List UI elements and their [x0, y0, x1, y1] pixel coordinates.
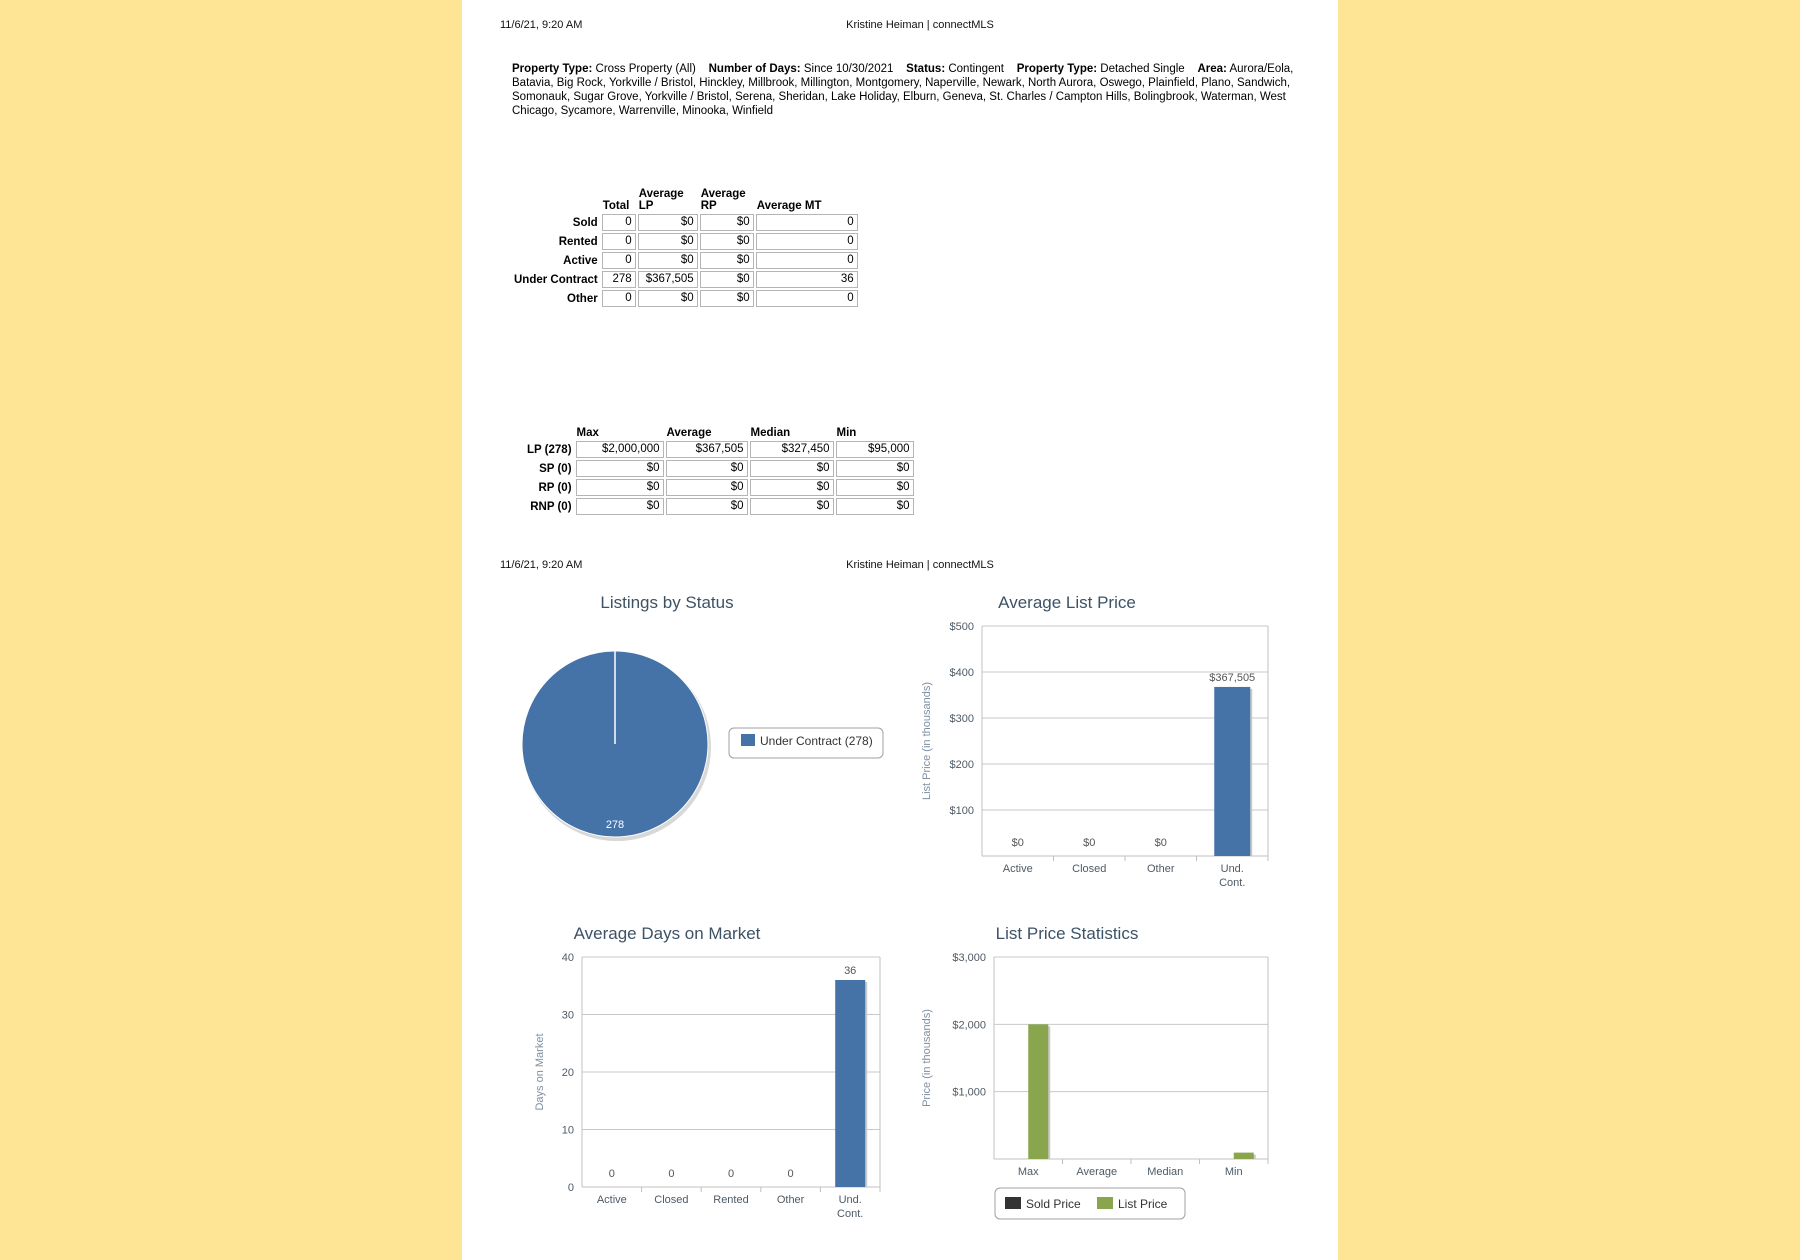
y-tick-label: $400	[949, 667, 974, 679]
cell: $367,505	[638, 271, 698, 288]
x-tick-label: Active	[596, 1194, 627, 1206]
row-label: SP (0)	[539, 462, 572, 475]
col-header: Average MT	[756, 200, 822, 212]
cell: $0	[576, 460, 664, 477]
bar-data-label: 0	[668, 1168, 675, 1180]
cell: 0	[756, 290, 858, 307]
x-tick-label: Und.	[838, 1194, 862, 1206]
y-tick-label: 40	[561, 952, 574, 964]
cell: $0	[638, 233, 698, 250]
cell: $0	[700, 233, 754, 250]
cell: $0	[700, 214, 754, 231]
cell: $0	[638, 252, 698, 269]
criteria-value: Since 10/30/2021	[803, 63, 894, 75]
cell: 0	[756, 252, 858, 269]
cell: $0	[700, 290, 754, 307]
y-axis-label: List Price (in thousands)	[921, 682, 933, 800]
legend-label: Under Contract (278)	[760, 734, 873, 748]
y-tick-label: $2,000	[952, 1019, 986, 1032]
y-tick-label: 0	[567, 1182, 574, 1194]
cell: $0	[576, 479, 664, 496]
y-axis-label: Price (in thousands)	[921, 1009, 933, 1107]
legend-swatch	[1005, 1197, 1021, 1209]
cell: 0	[602, 290, 636, 307]
cell: 0	[602, 214, 636, 231]
row-label: Sold	[572, 216, 598, 229]
y-tick-label: $500	[949, 621, 974, 633]
cell: 0	[756, 233, 858, 250]
legend-swatch	[741, 734, 755, 746]
x-tick-label: Und.	[1220, 863, 1244, 875]
y-tick-label: $100	[949, 805, 974, 817]
criteria-label: Status:	[906, 63, 946, 75]
bar-data-label: $0	[1083, 837, 1096, 849]
bar-data-label: 0	[727, 1168, 735, 1180]
bar	[835, 980, 865, 1187]
criteria-value: Contingent	[948, 63, 1004, 75]
criteria-label: Property Type:	[1016, 63, 1098, 75]
y-axis-label: Days on Market	[534, 1033, 546, 1111]
x-tick-label: Other	[1146, 863, 1175, 875]
cell: $0	[836, 479, 914, 496]
cell: $0	[666, 479, 748, 496]
criteria-value: Cross Property (All)	[595, 63, 696, 75]
criteria-label: Number of Days:	[708, 63, 801, 75]
x-tick-label: Other	[776, 1194, 805, 1206]
y-tick-label: 10	[561, 1124, 574, 1137]
row-label: Active	[563, 254, 598, 267]
y-tick-label: 30	[561, 1009, 574, 1022]
col-header: Total	[602, 200, 630, 212]
col-header: Average	[666, 427, 712, 439]
y-tick-label: 20	[561, 1067, 574, 1079]
header-datetime: 11/6/21, 9:20 AM	[500, 19, 583, 31]
y-tick-label: $300	[949, 713, 974, 725]
x-tick-label: Closed	[654, 1194, 689, 1206]
x-tick-label: Cont.	[837, 1208, 864, 1220]
cell: $95,000	[836, 441, 914, 458]
charts-canvas	[462, 0, 1338, 1260]
col-header: Min	[836, 427, 857, 439]
x-tick-label: Rented	[713, 1194, 749, 1206]
criteria-label: Property Type:	[512, 63, 593, 75]
cell: 0	[602, 252, 636, 269]
bar-data-label: $0	[1154, 837, 1167, 849]
bar	[1234, 1153, 1254, 1159]
cell: $0	[836, 460, 914, 477]
cell: $0	[666, 460, 748, 477]
bar-data-label: $367,505	[1209, 671, 1256, 684]
cell: $0	[750, 479, 834, 496]
x-tick-label: Min	[1224, 1166, 1243, 1178]
cell: 0	[602, 233, 636, 250]
row-label: LP (278)	[527, 443, 572, 456]
cell: $367,505	[666, 441, 748, 458]
header-datetime: 11/6/21, 9:20 AM	[500, 559, 583, 571]
cell: $0	[836, 498, 914, 515]
row-label: Under Contract	[514, 273, 598, 286]
y-tick-label: $3,000	[952, 952, 986, 964]
col-header: Median	[750, 427, 791, 439]
bar-data-label: 36	[844, 965, 857, 977]
header-title: Kristine Heiman | connectMLS	[846, 19, 994, 31]
chart-title: Average Days on Market	[573, 924, 761, 943]
col-header: Average RP	[700, 188, 746, 212]
cell: 278	[602, 271, 636, 288]
x-tick-label: Median	[1147, 1166, 1184, 1178]
y-tick-label: $200	[949, 759, 974, 771]
row-label: Rented	[558, 235, 598, 248]
legend-swatch	[1097, 1197, 1113, 1209]
cell: $0	[700, 271, 754, 288]
x-tick-label: Average	[1076, 1166, 1118, 1178]
chart-title: Average List Price	[998, 593, 1136, 612]
cell: $0	[576, 498, 664, 515]
x-tick-label: Closed	[1072, 863, 1107, 875]
criteria-value: Detached Single	[1100, 63, 1185, 75]
bar	[1214, 687, 1250, 856]
col-header: Average LP	[638, 188, 684, 212]
row-label: RP (0)	[538, 481, 572, 494]
criteria-label: Area:	[1197, 63, 1227, 75]
cell: 0	[756, 214, 858, 231]
bar-data-label: 0	[787, 1168, 794, 1180]
col-header: Max	[576, 427, 599, 439]
row-label: RNP (0)	[530, 500, 572, 513]
bar	[1028, 1024, 1048, 1159]
x-tick-label: Max	[1017, 1166, 1039, 1178]
cell: $0	[638, 214, 698, 231]
cell: $0	[666, 498, 748, 515]
cell: $327,450	[750, 441, 834, 458]
cell: $0	[700, 252, 754, 269]
row-label: Other	[567, 292, 598, 305]
pie-data-label: 278	[605, 819, 625, 831]
cell: 36	[756, 271, 858, 288]
criteria-value: Aurora/Eola, Batavia, Big Rock, Yorkville / Bristol, Hinckley, Millbrook, Millington, Montgomery, Naperville, Newark, North Aurora, Oswego, Plainfield, Plano, Sandwich, Somonauk, Sugar Grove, Yorkville / Bristol, Serena, Sheridan, Lake Holiday, Elburn, Geneva, St. Charles / Campton Hills, Bolingbrook, Waterman, West Chicago, Sycamore, Warrenville, Minooka, Winfield	[512, 63, 1294, 117]
report-sheet	[462, 0, 1338, 1260]
chart-title: Listings by Status	[600, 593, 734, 612]
cell: $2,000,000	[576, 441, 664, 458]
x-tick-label: Active	[1002, 863, 1033, 875]
bar-data-label: 0	[608, 1168, 615, 1180]
y-tick-label: $1,000	[952, 1086, 986, 1099]
legend-label: List Price	[1118, 1197, 1168, 1211]
x-tick-label: Cont.	[1219, 877, 1246, 889]
bar-data-label: $0	[1011, 837, 1024, 849]
cell: $0	[638, 290, 698, 307]
cell: $0	[750, 498, 834, 515]
header-title: Kristine Heiman | connectMLS	[846, 559, 994, 571]
cell: $0	[750, 460, 834, 477]
chart-title: List Price Statistics	[995, 924, 1139, 943]
legend-label: Sold Price	[1026, 1197, 1081, 1211]
